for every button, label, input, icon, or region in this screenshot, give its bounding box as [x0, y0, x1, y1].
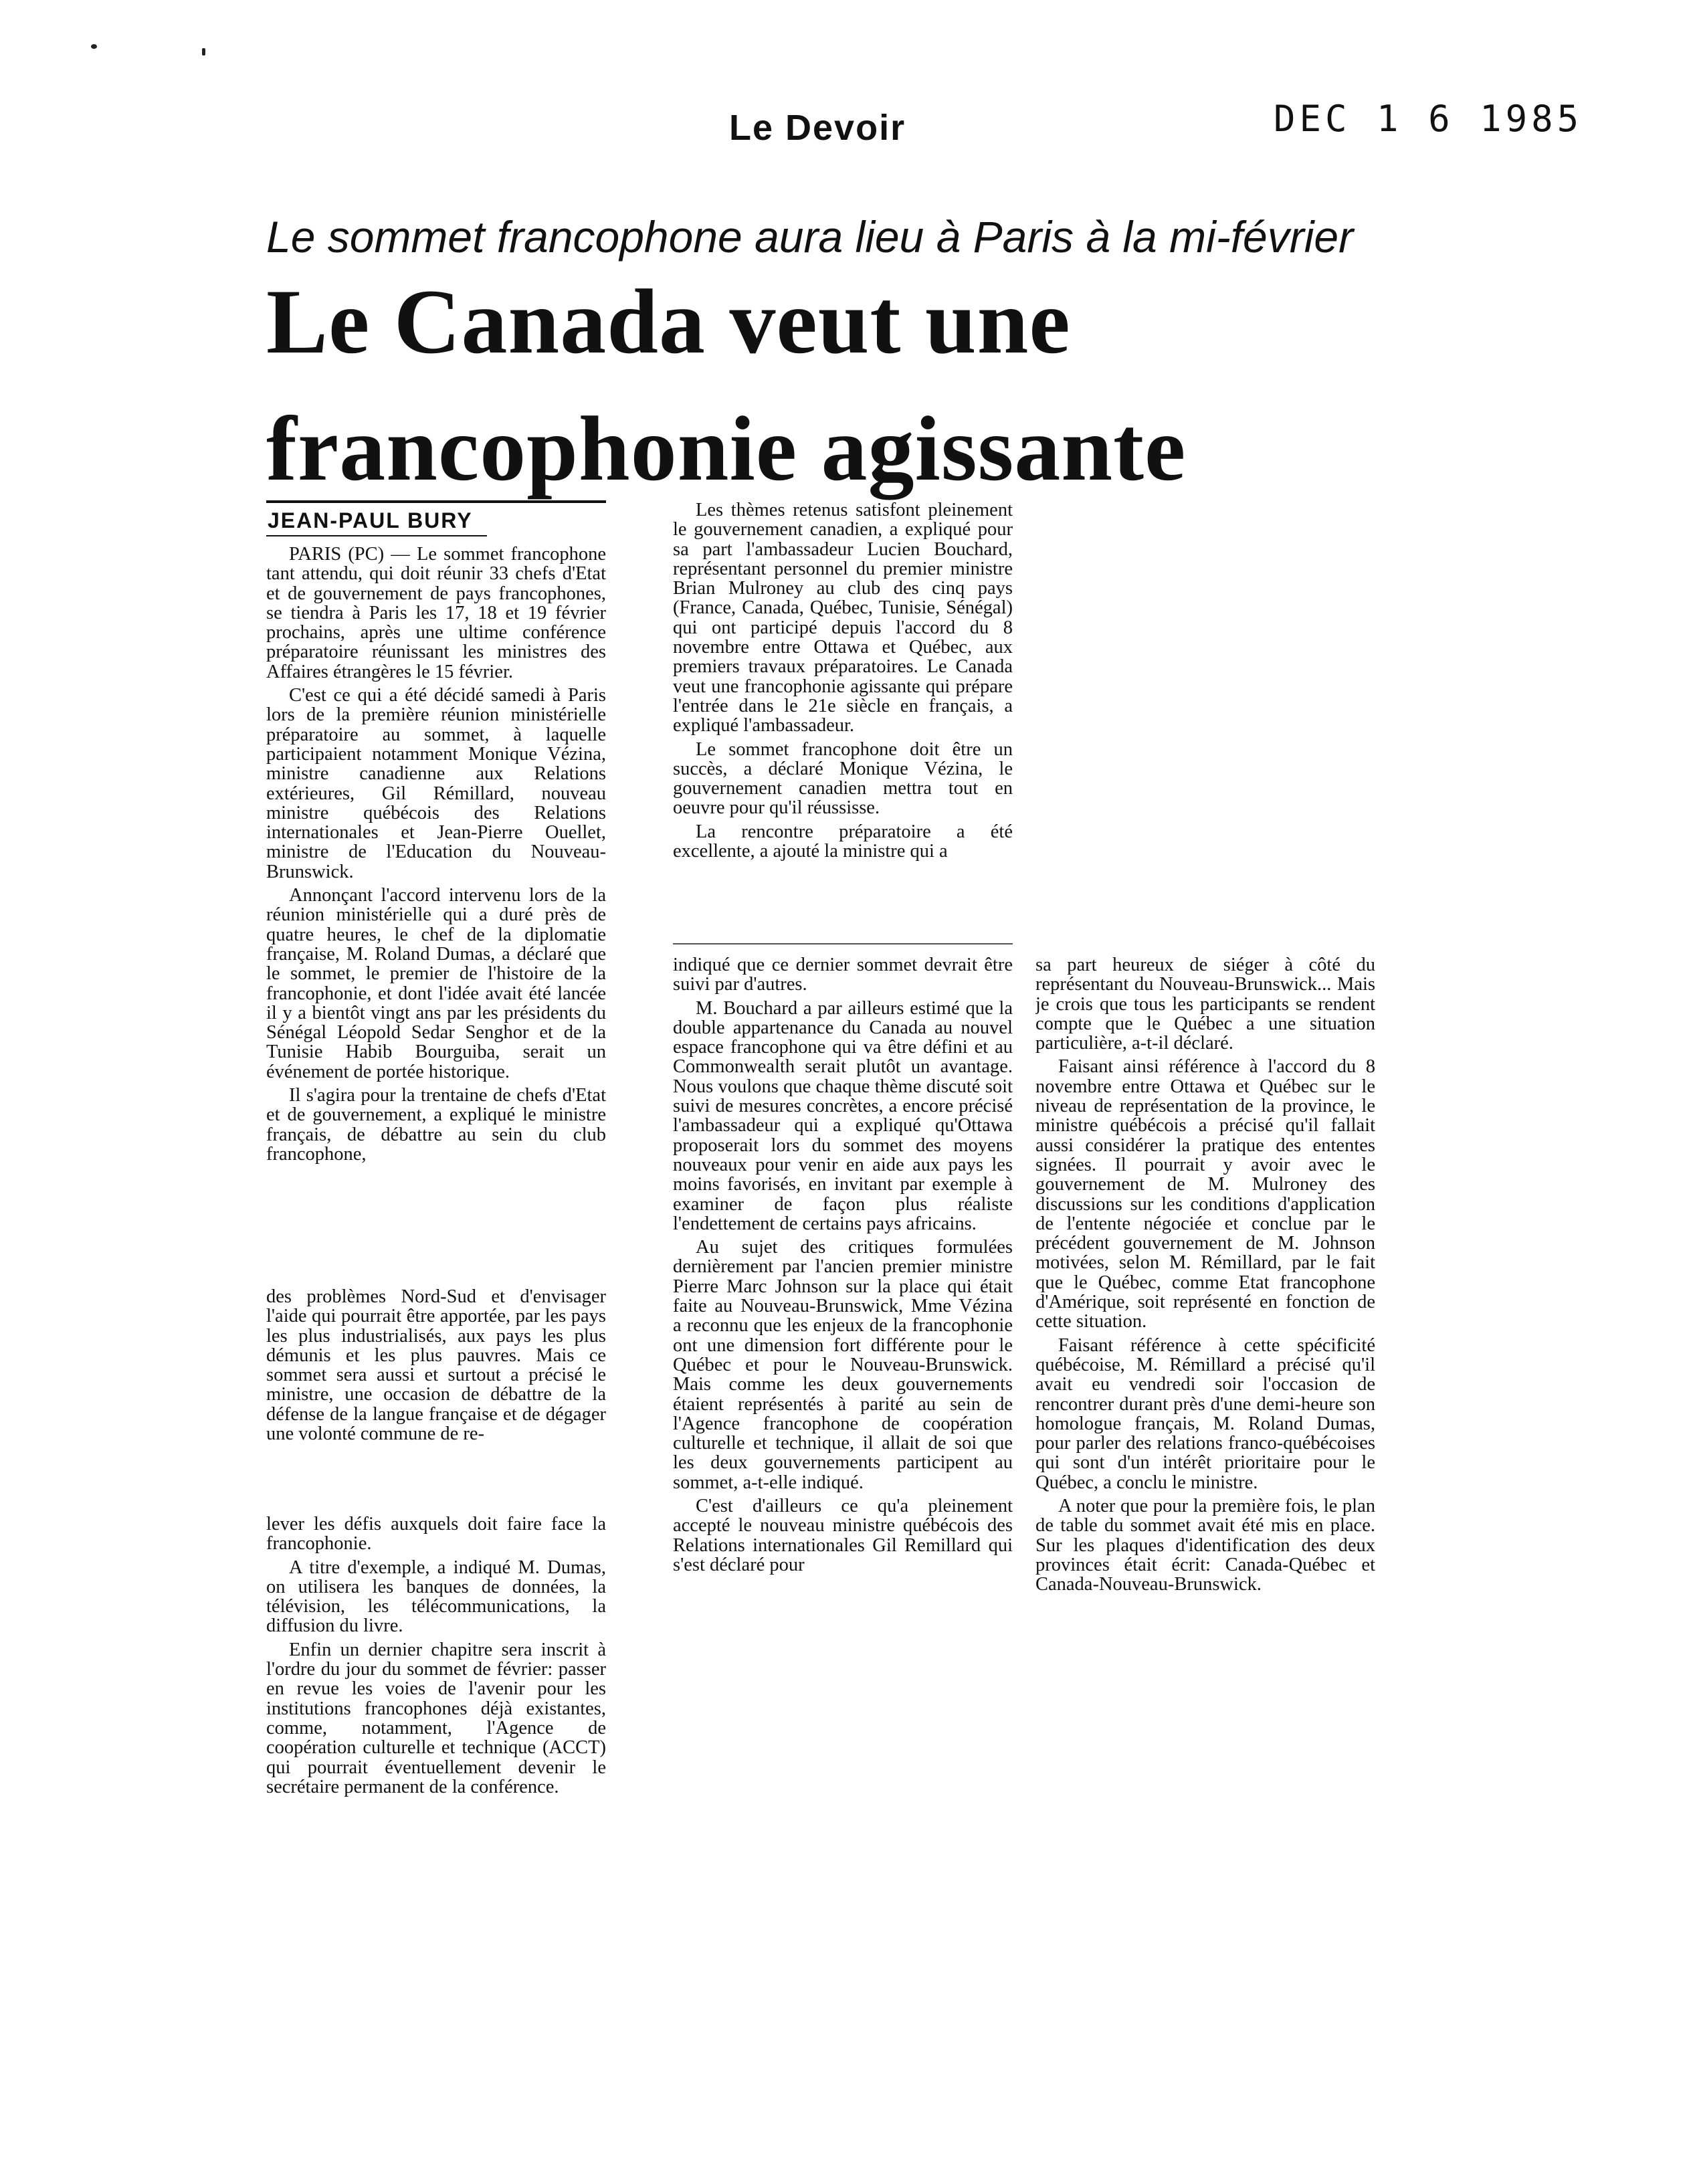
column-2-top [673, 500, 1013, 932]
headline-line-1: Le Canada veut une [266, 270, 1071, 373]
column-2-bottom [673, 955, 1013, 1684]
article-kicker: Le sommet francophone aura lieu à Paris à la mi-février [266, 212, 1354, 262]
byline: JEAN-PAUL BURY [268, 508, 473, 532]
paragraph: Au sujet des critiques formulées dernièrement par l'ancien premier ministre Pierre Marc Johnson sur la place qui était faite au Nouveau-Brunswick, Mme Vézina a reconnu que les enjeux de la francophonie ont une dimension fort différente pour le Québec et pour le Nouveau-Brunswick. Mais comme les deux gouvernements étaient représentés à parité au sein de l'Agence francophone de coopération culturelle et technique, il allait de soi que les deux gouvernements participent au sommet, a-t-elle indiqué. [673, 1237, 1013, 1493]
paragraph: Enfin un dernier chapitre sera inscrit à l'ordre du jour du sommet de février: passer en revue les voies de l'avenir pour les institutions francophones déjà existantes, comme, notamment, l'Agence de coopération culturelle et technique (ACCT) qui pourrait éventuellement devenir le secrétaire permanent de la conférence. [266, 1639, 606, 1797]
paragraph: C'est ce qui a été décidé samedi à Paris lors de la première réunion ministérielle préparatoire au sommet, à laquelle participaient notamment Monique Vézina, ministre canadienne aux Relations extérieures, Gil Rémillard, nouveau ministre québécois des Relations internationales et Jean-Pierre Ouellet, ministre de l'Education du Nouveau-Brunswick. [266, 685, 606, 882]
paragraph: A titre d'exemple, a indiqué M. Dumas, on utilisera les banques de données, la télévision, les télécommunications, la diffusion du livre. [266, 1557, 606, 1637]
column-1-bottom [266, 1514, 606, 1882]
paragraph: Il s'agira pour la trentaine de chefs d'Etat et de gouvernement, a expliqué le ministre français, de débattre au sein du club francophone, [266, 1085, 606, 1165]
paragraph: Faisant ainsi référence à l'accord du 8 novembre entre Ottawa et Québec sur le niveau de représentation de la province, le ministre québécois a précisé qu'il fallait aussi considérer la pratique des ententes signées. Il pourrait y avoir avec le gouvernement de M. Mulroney des discussions sur les conditions d'application de l'entente négociée et conclue par le précédent gouvernement de M. Johnson motivées, selon M. Rémillard, par le fait que le Québec, comme Etat francophone d'Amérique, soit représenté en fonction de cette situation. [1035, 1056, 1375, 1332]
byline-underline [266, 535, 487, 536]
paragraph: lever les défis auxquels doit faire face la francophonie. [266, 1514, 606, 1555]
paragraph: A noter que pour la première fois, le plan de table du sommet avait été mis en place. Sur les plaques d'identification des deux provinces était écrit: Canada-Québec et Canada-Nouveau-Brunswick. [1035, 1496, 1375, 1595]
paragraph: des problèmes Nord-Sud et d'envisager l'aide qui pourrait être apportée, par les pays les plus industrialisés, aux pays les plus démunis et les plus pauvres. Mais ce sommet sera aussi et surtout a précisé le ministre, une occasion de débattre de la défense de la langue française et de dégager une volonté commune de re- [266, 1287, 606, 1445]
date-stamp: DEC 1 6 1985 [1274, 98, 1583, 140]
scan-speck [91, 44, 97, 49]
paragraph: C'est d'ailleurs ce qu'a pleinement accepté le nouveau ministre québécois des Relations internationales Gil Remillard qui s'est déclaré pour [673, 1496, 1013, 1575]
paragraph: Les thèmes retenus satisfont pleinement le gouvernement canadien, a expliqué pour sa part l'ambassadeur Lucien Bouchard, représentant personnel du premier ministre Brian Mulroney au club des cinq pays (France, Canada, Québec, Tunisie, Sénégal) qui ont participé depuis l'accord du 8 novembre entre Ottawa et Québec, aux premiers travaux préparatoires. Le Canada veut une francophonie agissante qui prépare l'entrée dans le 21e siècle en français, a expliqué l'ambassadeur. [673, 500, 1013, 736]
paragraph: Faisant référence à cette spécificité québécoise, M. Rémillard a précisé qu'il avait eu vendredi soir l'occasion de rencontrer durant près d'une demi-heure son homologue français, M. Roland Dumas, pour parler des relations franco-québécoises qui sont d'un intérêt prioritaire pour le Québec, a conclu le ministre. [1035, 1334, 1375, 1493]
column-3 [1035, 955, 1375, 1738]
paragraph: PARIS (PC) — Le sommet francophone tant attendu, qui doit réunir 33 chefs d'Etat et de gouvernement de pays francophones, se tiendra à Paris les 17, 18 et 19 février prochains, après une ultime conférence préparatoire réunissant les ministres des Affaires étrangères le 15 février. [266, 544, 606, 682]
column-1-top [266, 544, 606, 1274]
headline-line-2: francophonie agissante [266, 397, 1187, 500]
paragraph: La rencontre préparatoire a été excellente, a ajouté la ministre qui a [673, 821, 1013, 862]
paragraph: M. Bouchard a par ailleurs estimé que la double appartenance du Canada au nouvel espace francophone qui va être défini et au Commonwealth serait plutôt un avantage. Nous voulons que chaque thème discuté soit suivi de mesures concrètes, a encore précisé l'ambassadeur qui a expliqué qu'Ottawa proposerait lors du sommet des moyens nouveaux pour venir en aide aux pays les moins favorisés, en invitant par exemple à examiner de façon plus réaliste l'endettement de certains pays africains. [673, 997, 1013, 1234]
scan-speck [202, 48, 205, 56]
paragraph: Le sommet francophone doit être un succès, a déclaré Monique Vézina, le gouvernement canadien mettra tout en oeuvre pour qu'il réussisse. [673, 738, 1013, 819]
byline-rule [266, 500, 606, 503]
paragraph: indiqué que ce dernier sommet devrait être suivi par d'autres. [673, 955, 1013, 995]
column-1-middle [266, 1287, 606, 1494]
paragraph: Annonçant l'accord intervenu lors de la réunion ministérielle qui a duré près de quatre heures, le chef de la diplomatie française, M. Roland Dumas, a déclaré que le sommet, le premier de l'histoire de la francophonie, et dont l'idée avait été lancée il y a bientôt vingt ans par les présidents du Sénégal Léopold Sedar Senghor et de la Tunisie Habib Bourguiba, serait un événement de portée historique. [266, 885, 606, 1082]
paragraph: sa part heureux de siéger à côté du représentant du Nouveau-Brunswick... Mais je crois que tous les participants se rendent compte que le Québec a une situation particulière, a-t-il déclaré. [1035, 955, 1375, 1054]
column-separator [673, 943, 1013, 945]
newspaper-source: Le Devoir [729, 108, 906, 148]
